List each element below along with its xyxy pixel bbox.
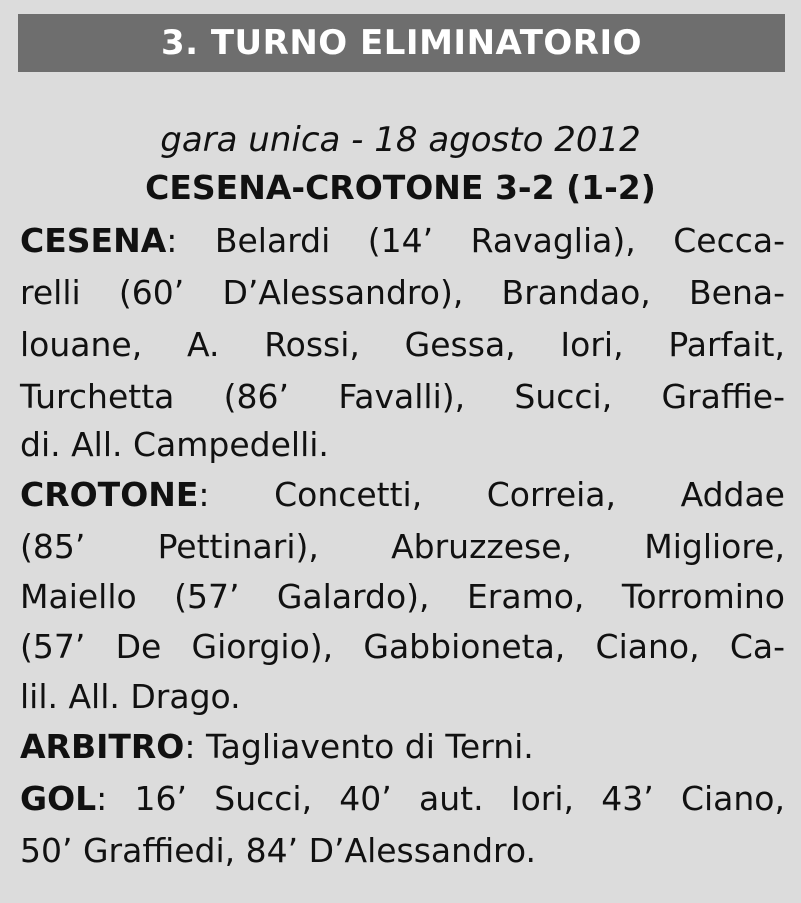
crotone-text-3: Maiello (57’ Galardo), Eramo, Torromino bbox=[20, 577, 785, 616]
crotone-text-1: : Concetti, Correia, Addae bbox=[198, 475, 785, 514]
cesena-line-4 bbox=[20, 371, 785, 423]
gol-line-1 bbox=[20, 773, 785, 825]
arbitro-label: ARBITRO bbox=[20, 727, 185, 766]
cesena-text-4: Turchetta (86’ Favalli), Succi, Graffie- bbox=[20, 377, 785, 416]
cesena-line-1 bbox=[20, 215, 785, 267]
section-title: 3. TURNO ELIMINATORIO bbox=[160, 23, 643, 63]
cesena-text-2: relli (60’ D’Alessandro), Brandao, Bena- bbox=[20, 273, 785, 312]
cesena-line-3 bbox=[20, 319, 785, 371]
section-header-bar bbox=[18, 14, 785, 72]
cesena-text-3: louane, A. Rossi, Gessa, Iori, Parfait, bbox=[20, 325, 785, 364]
crotone-line-3 bbox=[20, 571, 785, 623]
crotone-text-5: lil. All. Drago. bbox=[20, 677, 241, 716]
crotone-text-2: (85’ Pettinari), Abruzzese, Migliore, bbox=[20, 527, 785, 566]
crotone-line-5 bbox=[20, 671, 785, 723]
gol-text-1: : 16’ Succi, 40’ aut. Iori, 43’ Ciano, bbox=[96, 779, 785, 818]
arbitro-line bbox=[20, 721, 785, 773]
match-title: CESENA-CROTONE 3-2 (1-2) bbox=[145, 168, 656, 207]
cesena-line-5 bbox=[20, 419, 785, 471]
crotone-label: CROTONE bbox=[20, 475, 199, 514]
cesena-text-1: : Belardi (14’ Ravaglia), Cecca- bbox=[166, 221, 785, 260]
crotone-line-1 bbox=[20, 469, 785, 521]
crotone-text-4: (57’ De Giorgio), Gabbioneta, Ciano, Ca- bbox=[20, 627, 785, 666]
arbitro-text: : Tagliavento di Terni. bbox=[184, 727, 534, 766]
cesena-line-2 bbox=[20, 267, 785, 319]
gol-text-2: 50’ Graffiedi, 84’ D’Alessandro. bbox=[20, 831, 536, 870]
crotone-line-4 bbox=[20, 621, 785, 673]
gol-line-2 bbox=[20, 825, 785, 877]
crotone-line-2 bbox=[20, 521, 785, 573]
gol-label: GOL bbox=[20, 779, 97, 818]
cesena-text-5: di. All. Campedelli. bbox=[20, 425, 329, 464]
cesena-label: CESENA bbox=[20, 221, 167, 260]
match-info: gara unica - 18 agosto 2012 bbox=[160, 120, 641, 160]
